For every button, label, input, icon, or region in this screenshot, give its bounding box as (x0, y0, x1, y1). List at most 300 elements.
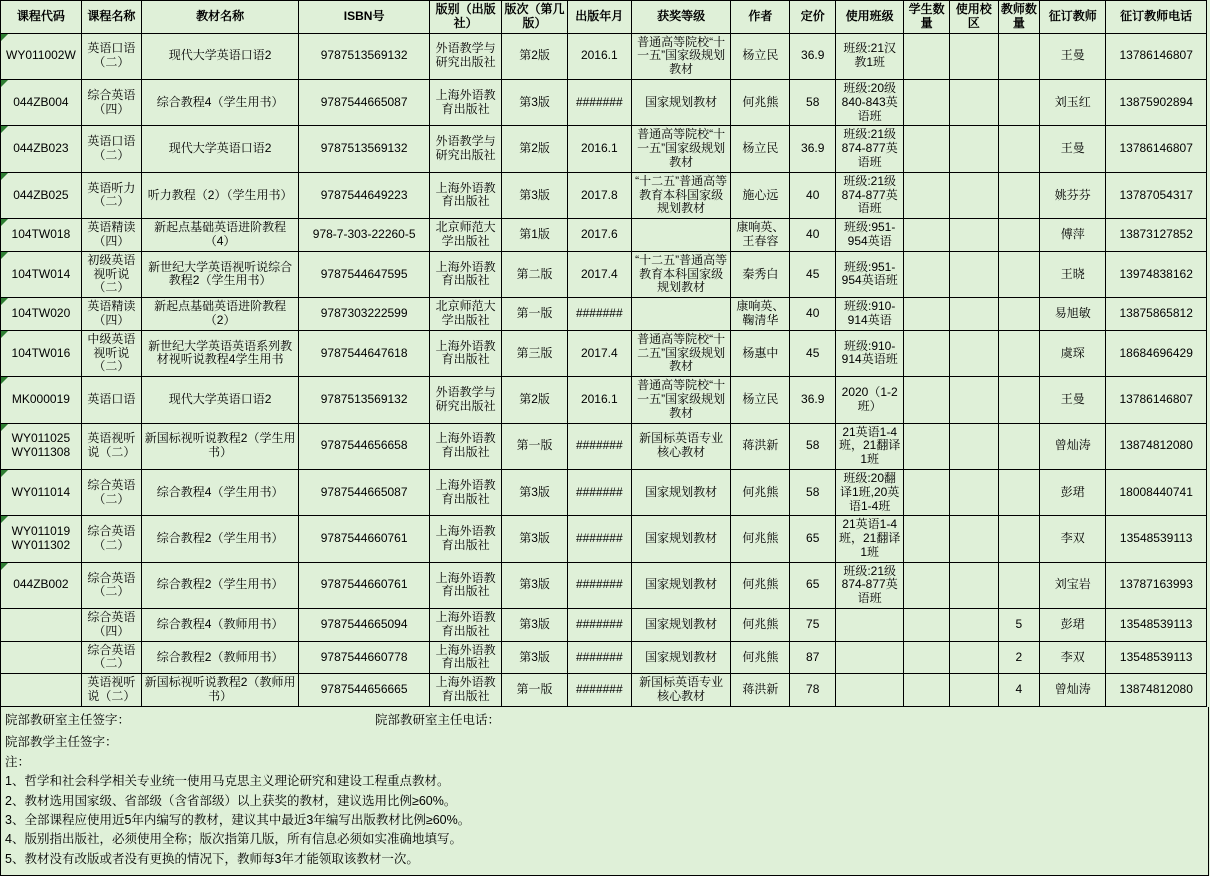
cell-publisher[interactable]: 上海外语教育出版社 (429, 641, 502, 674)
cell-edition[interactable]: 第3版 (502, 562, 567, 608)
cell-price[interactable]: 45 (790, 330, 836, 376)
cell-campus[interactable] (949, 251, 998, 297)
cell-author[interactable]: 秦秀白 (731, 251, 790, 297)
table-row (1, 377, 1207, 423)
table-row (1, 251, 1207, 297)
cell-orderer-phone[interactable]: 13873127852 (1106, 219, 1207, 252)
cell-book-name[interactable]: 新世纪大学英语视听说综合教程2（学生用书） (141, 251, 298, 297)
cell-orderer[interactable]: 刘宝岩 (1040, 562, 1106, 608)
cell-book-name[interactable]: 新起点基础英语进阶教程（4） (141, 219, 298, 252)
cell-campus[interactable] (949, 219, 998, 252)
cell-course-name[interactable]: 综合英语（四） (81, 79, 141, 125)
cell-campus[interactable] (949, 330, 998, 376)
cell-orderer[interactable]: 王曼 (1040, 377, 1106, 423)
cell-classes[interactable] (836, 641, 904, 674)
cell-course-code[interactable]: MK000019 (1, 377, 82, 423)
cell-isbn[interactable]: 9787544656658 (299, 423, 430, 469)
cell-teacher-count[interactable] (998, 516, 1039, 562)
cell-publish-date[interactable]: ####### (567, 469, 631, 515)
cell-author[interactable]: 康响英、王春容 (731, 219, 790, 252)
cell-edition[interactable]: 第3版 (502, 172, 567, 218)
cell-student-count[interactable] (904, 674, 950, 707)
cell-campus[interactable] (949, 562, 998, 608)
cell-publish-date[interactable]: ####### (567, 298, 631, 331)
cell-author[interactable]: 蒋洪新 (731, 423, 790, 469)
cell-course-name[interactable]: 英语视听说（二） (81, 674, 141, 707)
cell-isbn[interactable]: 9787513569132 (299, 126, 430, 172)
cell-orderer-phone[interactable]: 13874812080 (1106, 423, 1207, 469)
cell-course-name[interactable]: 中级英语视听说（二） (81, 330, 141, 376)
cell-award[interactable]: 普通高等院校“十一五”国家级规划教材 (631, 33, 730, 79)
cell-publisher[interactable]: 上海外语教育出版社 (429, 172, 502, 218)
cell-teacher-count[interactable] (998, 469, 1039, 515)
cell-orderer[interactable]: 曾灿涛 (1040, 423, 1106, 469)
cell-course-name[interactable]: 综合英语（二） (81, 562, 141, 608)
cell-campus[interactable] (949, 126, 998, 172)
cell-publish-date[interactable]: ####### (567, 516, 631, 562)
signature-row-teaching (1, 729, 1208, 751)
note-item-2: 2、教材选用国家级、省部级（含省部级）以上获奖的教材，建议选用比例≥60%。 (5, 793, 457, 808)
cell-edition[interactable]: 第2版 (502, 126, 567, 172)
cell-teacher-count[interactable] (998, 126, 1039, 172)
cell-student-count[interactable] (904, 172, 950, 218)
cell-teacher-count[interactable] (998, 423, 1039, 469)
cell-author[interactable]: 蒋洪新 (731, 674, 790, 707)
cell-student-count[interactable] (904, 423, 950, 469)
cell-author[interactable]: 何兆熊 (731, 609, 790, 642)
cell-book-name[interactable]: 综合教程2（学生用书） (141, 516, 298, 562)
cell-student-count[interactable] (904, 377, 950, 423)
cell-teacher-count[interactable] (998, 298, 1039, 331)
cell-publish-date[interactable]: ####### (567, 423, 631, 469)
cell-orderer-phone[interactable]: 13875902894 (1106, 79, 1207, 125)
cell-book-name[interactable]: 新世纪大学英语英语系列教材视听说教程4学生用书 (141, 330, 298, 376)
cell-publisher[interactable]: 外语教学与研究出版社 (429, 126, 502, 172)
signature-spacer (375, 732, 1204, 750)
cell-edition[interactable]: 第一版 (502, 298, 567, 331)
cell-teacher-count[interactable]: 5 (998, 609, 1039, 642)
cell-course-name[interactable]: 英语视听说（二） (81, 423, 141, 469)
cell-classes[interactable]: 21英语1-4班，21翻译1班 (836, 423, 904, 469)
cell-course-name[interactable]: 综合英语（二） (81, 641, 141, 674)
cell-orderer-phone[interactable]: 13548539113 (1106, 641, 1207, 674)
cell-isbn[interactable]: 978-7-303-22260-5 (299, 219, 430, 252)
cell-classes[interactable]: 班级:20级840-843英语班 (836, 79, 904, 125)
cell-publish-date[interactable]: 2017.4 (567, 251, 631, 297)
cell-publish-date[interactable]: 2016.1 (567, 33, 631, 79)
cell-teacher-count[interactable] (998, 377, 1039, 423)
note-item-1: 1、哲学和社会科学相关专业统一使用马克思主义理论研究和建设工程重点教材。 (5, 774, 450, 789)
cell-course-code[interactable]: WY011019 WY011302 (1, 516, 82, 562)
cell-classes[interactable]: 班级:910-914英语 (836, 298, 904, 331)
cell-campus[interactable] (949, 516, 998, 562)
cell-classes[interactable]: 班级:21级874-877英语班 (836, 172, 904, 218)
cell-book-name[interactable]: 现代大学英语口语2 (141, 126, 298, 172)
cell-publish-date[interactable]: ####### (567, 562, 631, 608)
cell-orderer-phone[interactable]: 13787054317 (1106, 172, 1207, 218)
cell-teacher-count[interactable] (998, 33, 1039, 79)
cell-orderer-phone[interactable]: 18008440741 (1106, 469, 1207, 515)
cell-isbn[interactable]: 9787544665094 (299, 609, 430, 642)
cell-price[interactable]: 65 (790, 516, 836, 562)
note-item-3: 3、全部课程应使用近5年内编写的教材，建议其中最近3年编写出版教材比例≥60%。 (5, 812, 471, 827)
cell-price[interactable]: 36.9 (790, 126, 836, 172)
cell-orderer-phone[interactable]: 13787163993 (1106, 562, 1207, 608)
cell-author[interactable]: 何兆熊 (731, 469, 790, 515)
cell-course-code[interactable]: 104TW016 (1, 330, 82, 376)
cell-orderer[interactable]: 刘玉红 (1040, 79, 1106, 125)
cell-classes[interactable] (836, 609, 904, 642)
cell-price[interactable]: 45 (790, 251, 836, 297)
cell-book-name[interactable]: 综合教程4（学生用书） (141, 79, 298, 125)
cell-campus[interactable] (949, 674, 998, 707)
cell-book-name[interactable]: 综合教程4（学生用书） (141, 469, 298, 515)
cell-orderer-phone[interactable]: 13786146807 (1106, 377, 1207, 423)
cell-isbn[interactable]: 9787544649223 (299, 172, 430, 218)
cell-orderer-phone[interactable]: 13548539113 (1106, 609, 1207, 642)
table-row (1, 330, 1207, 376)
notes-title: 注： (5, 754, 31, 769)
cell-publish-date[interactable]: 2017.6 (567, 219, 631, 252)
column-header-publish-date: 出版年月 (567, 1, 631, 34)
cell-orderer-phone[interactable]: 13874812080 (1106, 674, 1207, 707)
cell-isbn[interactable]: 9787544660761 (299, 562, 430, 608)
cell-campus[interactable] (949, 609, 998, 642)
cell-publisher[interactable]: 上海外语教育出版社 (429, 330, 502, 376)
column-header-author: 作者 (731, 1, 790, 34)
cell-price[interactable]: 78 (790, 674, 836, 707)
cell-student-count[interactable] (904, 516, 950, 562)
cell-edition[interactable]: 第一版 (502, 423, 567, 469)
cell-student-count[interactable] (904, 79, 950, 125)
cell-classes[interactable]: 班级:21汉教1班 (836, 33, 904, 79)
cell-price[interactable]: 87 (790, 641, 836, 674)
table-row (1, 674, 1207, 707)
cell-course-code[interactable] (1, 674, 82, 707)
cell-orderer[interactable]: 李双 (1040, 516, 1106, 562)
cell-author[interactable]: 杨立民 (731, 126, 790, 172)
cell-edition[interactable]: 第3版 (502, 469, 567, 515)
cell-edition[interactable]: 第1版 (502, 219, 567, 252)
cell-edition[interactable]: 第一版 (502, 674, 567, 707)
cell-book-name[interactable]: 新起点基础英语进阶教程（2） (141, 298, 298, 331)
cell-teacher-count[interactable] (998, 172, 1039, 218)
signature-row-office (1, 707, 1208, 729)
cell-price[interactable]: 40 (790, 219, 836, 252)
cell-isbn[interactable]: 9787544647595 (299, 251, 430, 297)
cell-publisher[interactable]: 外语教学与研究出版社 (429, 377, 502, 423)
cell-student-count[interactable] (904, 469, 950, 515)
cell-book-name[interactable]: 现代大学英语口语2 (141, 33, 298, 79)
table-row (1, 79, 1207, 125)
column-header-orderer-phone: 征订教师电话 (1106, 1, 1207, 34)
cell-publisher[interactable]: 北京师范大学出版社 (429, 298, 502, 331)
cell-course-code[interactable]: WY011014 (1, 469, 82, 515)
cell-classes[interactable]: 班级:20翻译1班,20英语1-4班 (836, 469, 904, 515)
cell-author[interactable]: 施心远 (731, 172, 790, 218)
cell-course-code[interactable]: WY011025 WY011308 (1, 423, 82, 469)
cell-classes[interactable]: 班级:21级874-877英语班 (836, 126, 904, 172)
cell-course-code[interactable]: 044ZB002 (1, 562, 82, 608)
table-row (1, 641, 1207, 674)
cell-publish-date[interactable]: 2016.1 (567, 377, 631, 423)
cell-teacher-count[interactable] (998, 219, 1039, 252)
cell-award[interactable]: 国家规划教材 (631, 79, 730, 125)
cell-course-code[interactable]: WY011002W (1, 33, 82, 79)
cell-publisher[interactable]: 上海外语教育出版社 (429, 469, 502, 515)
cell-publish-date[interactable]: ####### (567, 79, 631, 125)
table-row (1, 298, 1207, 331)
cell-course-name[interactable]: 综合英语（二） (81, 516, 141, 562)
cell-price[interactable]: 36.9 (790, 33, 836, 79)
table-body (1, 33, 1207, 706)
cell-teacher-count[interactable] (998, 79, 1039, 125)
cell-award[interactable]: 国家规划教材 (631, 562, 730, 608)
cell-price[interactable]: 58 (790, 423, 836, 469)
cell-publish-date[interactable]: ####### (567, 641, 631, 674)
cell-course-code[interactable] (1, 609, 82, 642)
cell-author[interactable]: 杨惠中 (731, 330, 790, 376)
table-row (1, 609, 1207, 642)
cell-book-name[interactable]: 新国标视听说教程2（教师用书） (141, 674, 298, 707)
cell-teacher-count[interactable]: 4 (998, 674, 1039, 707)
cell-campus[interactable] (949, 172, 998, 218)
cell-award[interactable]: 普通高等院校“十一五”国家级规划教材 (631, 126, 730, 172)
cell-orderer[interactable]: 王晓 (1040, 251, 1106, 297)
column-header-campus: 使用校区 (949, 1, 998, 34)
cell-award[interactable]: 国家规划教材 (631, 469, 730, 515)
cell-edition[interactable]: 第3版 (502, 609, 567, 642)
column-header-teacher-count: 教师数量 (998, 1, 1039, 34)
cell-award[interactable]: 普通高等院校“十二五”国家级规划教材 (631, 330, 730, 376)
cell-award[interactable]: 普通高等院校“十一五”国家级规划教材 (631, 377, 730, 423)
cell-author[interactable]: 康响英、鞠清华 (731, 298, 790, 331)
cell-orderer[interactable]: 姚芬芬 (1040, 172, 1106, 218)
cell-student-count[interactable] (904, 126, 950, 172)
cell-orderer-phone[interactable]: 13786146807 (1106, 126, 1207, 172)
cell-orderer[interactable]: 虞琛 (1040, 330, 1106, 376)
cell-edition[interactable]: 第3版 (502, 641, 567, 674)
cell-price[interactable]: 65 (790, 562, 836, 608)
cell-edition[interactable]: 第2版 (502, 33, 567, 79)
cell-classes[interactable]: 班级:21级874-877英语班 (836, 562, 904, 608)
cell-price[interactable]: 58 (790, 469, 836, 515)
cell-classes[interactable]: 21英语1-4班，21翻译1班 (836, 516, 904, 562)
cell-teacher-count[interactable] (998, 330, 1039, 376)
cell-publish-date[interactable]: ####### (567, 674, 631, 707)
cell-student-count[interactable] (904, 33, 950, 79)
cell-isbn[interactable]: 9787544665087 (299, 79, 430, 125)
cell-publish-date[interactable]: 2017.8 (567, 172, 631, 218)
cell-book-name[interactable]: 综合教程2（教师用书） (141, 641, 298, 674)
cell-classes[interactable] (836, 674, 904, 707)
cell-course-code[interactable] (1, 641, 82, 674)
cell-campus[interactable] (949, 79, 998, 125)
cell-publisher[interactable]: 上海外语教育出版社 (429, 423, 502, 469)
cell-edition[interactable]: 第3版 (502, 516, 567, 562)
cell-student-count[interactable] (904, 330, 950, 376)
cell-course-name[interactable]: 初级英语视听说（二） (81, 251, 141, 297)
cell-campus[interactable] (949, 469, 998, 515)
cell-course-code[interactable]: 044ZB004 (1, 79, 82, 125)
cell-author[interactable]: 杨立民 (731, 33, 790, 79)
table-header-row (1, 1, 1207, 34)
cell-classes[interactable]: 班级:951-954英语 (836, 219, 904, 252)
cell-award[interactable]: 国家规划教材 (631, 641, 730, 674)
cell-publish-date[interactable]: 2016.1 (567, 126, 631, 172)
cell-book-name[interactable]: 现代大学英语口语2 (141, 377, 298, 423)
cell-edition[interactable]: 第3版 (502, 79, 567, 125)
footer-area (0, 707, 1209, 876)
cell-isbn[interactable]: 9787513569132 (299, 377, 430, 423)
note-item-4: 4、版别指出版社，必须使用全称；版次指第几版，所有信息必须如实准确地填写。 (5, 832, 462, 847)
cell-course-code[interactable]: 104TW014 (1, 251, 82, 297)
table-row (1, 172, 1207, 218)
column-header-book-name: 教材名称 (141, 1, 298, 34)
cell-course-name[interactable]: 英语精读（四） (81, 298, 141, 331)
cell-course-name[interactable]: 英语口语（二） (81, 33, 141, 79)
cell-author[interactable]: 何兆熊 (731, 79, 790, 125)
cell-publisher[interactable]: 北京师范大学出版社 (429, 219, 502, 252)
cell-book-name[interactable]: 听力教程（2）（学生用书） (141, 172, 298, 218)
cell-publisher[interactable]: 上海外语教育出版社 (429, 674, 502, 707)
cell-publisher[interactable]: 外语教学与研究出版社 (429, 33, 502, 79)
column-header-classes: 使用班级 (836, 1, 904, 34)
cell-classes[interactable]: 2020（1-2班） (836, 377, 904, 423)
cell-campus[interactable] (949, 641, 998, 674)
cell-course-name[interactable]: 综合英语（二） (81, 469, 141, 515)
table-row (1, 423, 1207, 469)
cell-price[interactable]: 40 (790, 298, 836, 331)
cell-student-count[interactable] (904, 298, 950, 331)
cell-publisher[interactable]: 上海外语教育出版社 (429, 251, 502, 297)
cell-award[interactable] (631, 298, 730, 331)
cell-publisher[interactable]: 上海外语教育出版社 (429, 79, 502, 125)
cell-price[interactable]: 36.9 (790, 377, 836, 423)
cell-author[interactable]: 杨立民 (731, 377, 790, 423)
cell-orderer-phone[interactable]: 13974838162 (1106, 251, 1207, 297)
column-header-award: 获奖等级 (631, 1, 730, 34)
cell-award[interactable]: “十二五”普通高等教育本科国家级规划教材 (631, 172, 730, 218)
cell-course-code[interactable]: 104TW020 (1, 298, 82, 331)
cell-orderer-phone[interactable]: 13548539113 (1106, 516, 1207, 562)
cell-course-name[interactable]: 英语口语（二） (81, 126, 141, 172)
cell-book-name[interactable]: 综合教程4（教师用书） (141, 609, 298, 642)
cell-orderer[interactable]: 彭珺 (1040, 469, 1106, 515)
cell-publisher[interactable]: 上海外语教育出版社 (429, 609, 502, 642)
cell-course-code[interactable]: 104TW018 (1, 219, 82, 252)
cell-isbn[interactable]: 9787544656665 (299, 674, 430, 707)
notes-block (1, 751, 1208, 875)
cell-isbn[interactable]: 9787303222599 (299, 298, 430, 331)
cell-isbn[interactable]: 9787544660778 (299, 641, 430, 674)
column-header-isbn: ISBN号 (299, 1, 430, 34)
cell-student-count[interactable] (904, 609, 950, 642)
cell-orderer[interactable]: 曾灿涛 (1040, 674, 1106, 707)
cell-teacher-count[interactable] (998, 562, 1039, 608)
cell-author[interactable]: 何兆熊 (731, 516, 790, 562)
teaching-director-signature-label: 院部教学主任签字： (5, 734, 118, 749)
cell-author[interactable]: 何兆熊 (731, 641, 790, 674)
cell-isbn[interactable]: 9787513569132 (299, 33, 430, 79)
cell-course-name[interactable]: 英语精读（四） (81, 219, 141, 252)
cell-orderer[interactable]: 王曼 (1040, 126, 1106, 172)
cell-publish-date[interactable]: ####### (567, 609, 631, 642)
cell-award[interactable]: 新国标英语专业核心教材 (631, 423, 730, 469)
cell-isbn[interactable]: 9787544660761 (299, 516, 430, 562)
cell-orderer[interactable]: 李双 (1040, 641, 1106, 674)
cell-publisher[interactable]: 上海外语教育出版社 (429, 516, 502, 562)
cell-classes[interactable]: 班级:951-954英语班 (836, 251, 904, 297)
cell-campus[interactable] (949, 423, 998, 469)
cell-student-count[interactable] (904, 641, 950, 674)
cell-edition[interactable]: 第2版 (502, 377, 567, 423)
cell-publish-date[interactable]: 2017.4 (567, 330, 631, 376)
cell-edition[interactable]: 第三版 (502, 330, 567, 376)
cell-course-name[interactable]: 英语口语 (81, 377, 141, 423)
cell-orderer[interactable]: 王曼 (1040, 33, 1106, 79)
note-item-5: 5、教材没有改版或者没有更换的情况下，教师每3年才能领取该教材一次。 (5, 851, 419, 866)
cell-edition[interactable]: 第二版 (502, 251, 567, 297)
cell-course-name[interactable]: 英语听力（二） (81, 172, 141, 218)
cell-award[interactable]: 国家规划教材 (631, 516, 730, 562)
cell-campus[interactable] (949, 33, 998, 79)
cell-orderer-phone[interactable]: 13875865812 (1106, 298, 1207, 331)
column-header-course-code: 课程代码 (1, 1, 82, 34)
column-header-student-count: 学生数量 (904, 1, 950, 34)
cell-book-name[interactable]: 综合教程2（学生用书） (141, 562, 298, 608)
table-row (1, 562, 1207, 608)
cell-price[interactable]: 40 (790, 172, 836, 218)
table-row (1, 126, 1207, 172)
cell-publisher[interactable]: 上海外语教育出版社 (429, 562, 502, 608)
cell-book-name[interactable]: 新国标视听说教程2（学生用书） (141, 423, 298, 469)
column-header-orderer: 征订教师 (1040, 1, 1106, 34)
table-row (1, 219, 1207, 252)
cell-campus[interactable] (949, 298, 998, 331)
cell-orderer-phone[interactable]: 18684696429 (1106, 330, 1207, 376)
column-header-edition: 版次（第几版） (502, 1, 567, 34)
cell-price[interactable]: 75 (790, 609, 836, 642)
cell-orderer[interactable]: 彭珺 (1040, 609, 1106, 642)
cell-author[interactable]: 何兆熊 (731, 562, 790, 608)
cell-isbn[interactable]: 9787544647618 (299, 330, 430, 376)
cell-orderer[interactable]: 易旭敏 (1040, 298, 1106, 331)
cell-student-count[interactable] (904, 251, 950, 297)
cell-isbn[interactable]: 9787544665087 (299, 469, 430, 515)
cell-orderer[interactable]: 傅萍 (1040, 219, 1106, 252)
office-director-phone-label: 院部教研室主任电话： (375, 712, 501, 727)
column-header-price: 定价 (790, 1, 836, 34)
office-director-signature-label: 院部教研室主任签字： (5, 712, 131, 727)
cell-award[interactable]: 新国标英语专业核心教材 (631, 674, 730, 707)
cell-course-code[interactable]: 044ZB023 (1, 126, 82, 172)
table-row (1, 516, 1207, 562)
cell-price[interactable]: 58 (790, 79, 836, 125)
cell-teacher-count[interactable] (998, 251, 1039, 297)
cell-orderer-phone[interactable]: 13786146807 (1106, 33, 1207, 79)
cell-campus[interactable] (949, 377, 998, 423)
cell-award[interactable]: 国家规划教材 (631, 609, 730, 642)
cell-student-count[interactable] (904, 562, 950, 608)
cell-course-code[interactable]: 044ZB025 (1, 172, 82, 218)
cell-classes[interactable]: 班级:910-914英语班 (836, 330, 904, 376)
cell-student-count[interactable] (904, 219, 950, 252)
cell-award[interactable] (631, 219, 730, 252)
cell-teacher-count[interactable]: 2 (998, 641, 1039, 674)
cell-course-name[interactable]: 综合英语（四） (81, 609, 141, 642)
cell-award[interactable]: “十二五”普通高等教育本科国家级规划教材 (631, 251, 730, 297)
